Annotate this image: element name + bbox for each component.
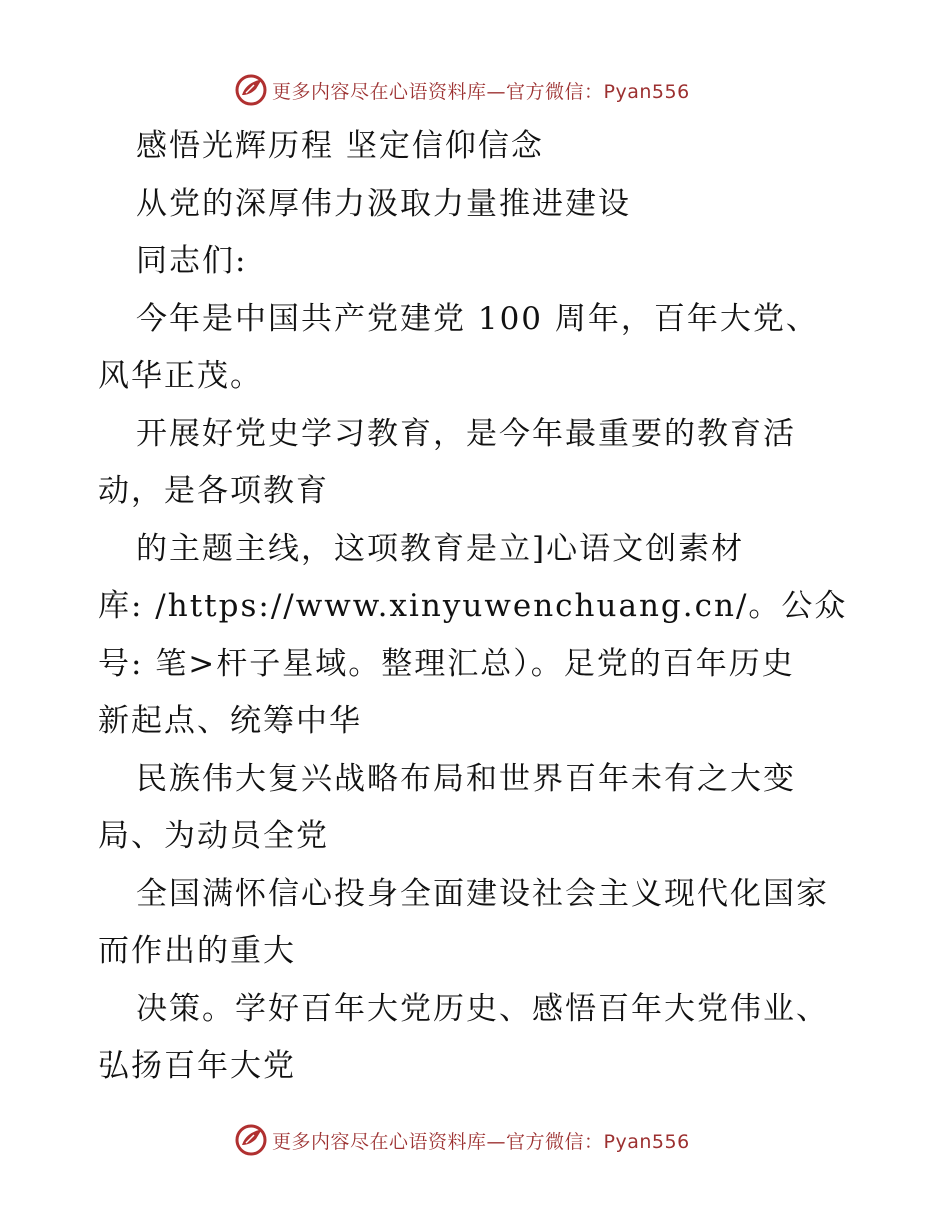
text-line: 弘扬百年大党 [98, 1048, 296, 1084]
document-body [98, 118, 858, 1096]
text-line: 库: /https://www.xinyuwenchuang.cn/。公众 [98, 588, 848, 624]
text-line: 的主题主线，这项教育是立]心语文创素材 [136, 530, 745, 567]
text-line: 开展好党史学习教育，是今年最重要的教育活 [136, 415, 796, 452]
text-line: 决策。学好百年大党历史、感悟百年大党伟业、 [136, 990, 829, 1027]
text-line: 而作出的重大 [98, 933, 296, 969]
text-line: 新起点、统筹中华 [98, 703, 362, 739]
text-line: 民族伟大复兴战略布局和世界百年未有之大变 [136, 760, 796, 797]
text-line: 号: 笔>杆子星域。整理汇总）。足党的百年历史 [98, 645, 795, 682]
footer-watermark [234, 1122, 714, 1158]
text-line: 局、为动员全党 [98, 818, 329, 854]
brand-logo-icon [234, 73, 268, 107]
brand-logo-icon [234, 1123, 268, 1157]
text-line: 同志们: [136, 243, 248, 279]
watermark-text: 更多内容尽在心语资料库—官方微信：Pyan556 [272, 1130, 690, 1153]
text-line: 从党的深厚伟力汲取力量推进建设 [136, 185, 631, 222]
watermark-text: 更多内容尽在心语资料库—官方微信：Pyan556 [272, 80, 690, 103]
text-line: 动，是各项教育 [98, 473, 329, 509]
text-line: 感悟光辉历程 坚定信仰信念 [136, 128, 544, 164]
text-line: 风华正茂。 [98, 358, 263, 394]
header-watermark [234, 72, 714, 108]
text-line: 今年是中国共产党建党 100 周年，百年大党、 [136, 300, 819, 337]
text-line: 全国满怀信心投身全面建设社会主义现代化国家 [136, 875, 829, 912]
